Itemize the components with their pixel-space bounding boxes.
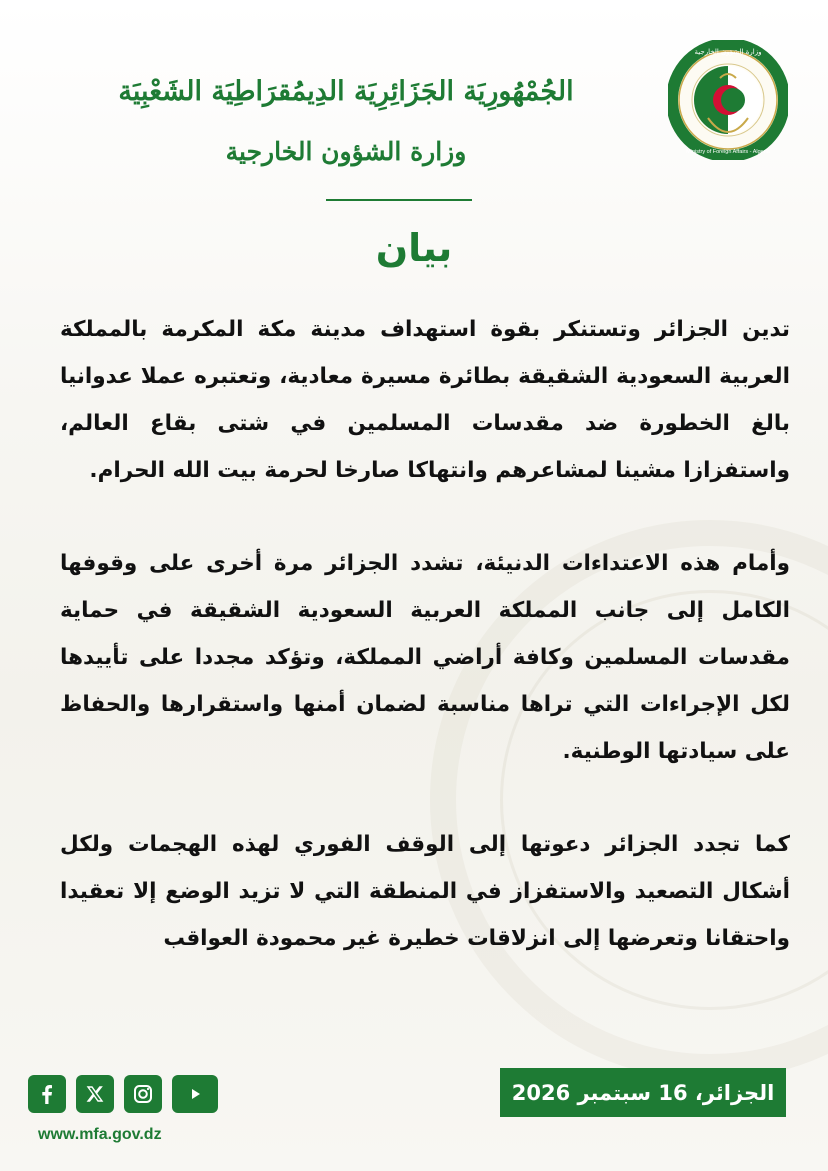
facebook-icon: [36, 1083, 58, 1105]
header-divider: [326, 199, 472, 201]
statement-paragraph: وأمام هذه الاعتداءات الدنيئة، تشدد الجزائر مرة أخرى على وقوفها الكامل إلى جانب المملكة العربية السعودية الشقيقة في حماية مقدسات المسلمين وكافة أراضي المملكة، وتؤكد مجددا على تأييدها لكل الإجراءات التي تراها مناسبة لضمان أمنها واستقرارها والحفاظ على سيادتها الوطنية.: [60, 551, 790, 764]
date-text: الجزائر، 16 سبتمبر 2026: [511, 1080, 775, 1105]
svg-text:Ministry of Foreign Affairs -: Ministry of Foreign Affairs - Algeria: [686, 149, 770, 155]
republic-title: الجُمْهُورِيَة الجَزَائِرِيَة الدِيمُقرَاطِيَة الشَعْبِيَة: [118, 76, 574, 107]
x-button[interactable]: [76, 1075, 114, 1113]
website-link[interactable]: www.mfa.gov.dz: [38, 1126, 162, 1143]
statement-paragraph: تدين الجزائر وتستنكر بقوة استهداف مدينة مكة المكرمة بالمملكة العربية السعودية الشقيقة بطائرة مسيرة معادية، وتعتبره عملا عدوانيا بالغ الخطورة ضد مقدسات المسلمين في شتى بقاع العالم، واستفزازا مشينا لمشاعرهم وانتهاكا صارخا لحرمة بيت الله الحرام.: [60, 317, 790, 483]
statement-body: [60, 306, 790, 1008]
x-icon: [85, 1084, 105, 1104]
instagram-icon: [132, 1083, 154, 1105]
instagram-button[interactable]: [124, 1075, 162, 1113]
statement-date: [500, 1068, 786, 1117]
statement-heading: بيان: [375, 226, 453, 270]
ministry-name: وزارة الشؤون الخارجية: [225, 137, 467, 166]
facebook-button[interactable]: [28, 1075, 66, 1113]
svg-text:وزارة الشؤون الخارجية: وزارة الشؤون الخارجية: [694, 48, 762, 56]
statement-paragraph: كما تجدد الجزائر دعوتها إلى الوقف الفوري لهذه الهجمات ولكل أشكال التصعيد والاستفزاز في المنطقة التي لا تزيد الوضع إلا تعقيدا واحتقانا وتعرضها إلى انزلاقات خطيرة غير محمودة العواقب: [60, 832, 790, 951]
youtube-button[interactable]: [172, 1075, 218, 1113]
social-links: [28, 1075, 218, 1113]
youtube-icon: [182, 1084, 208, 1104]
ministry-emblem-icon: [668, 40, 788, 160]
